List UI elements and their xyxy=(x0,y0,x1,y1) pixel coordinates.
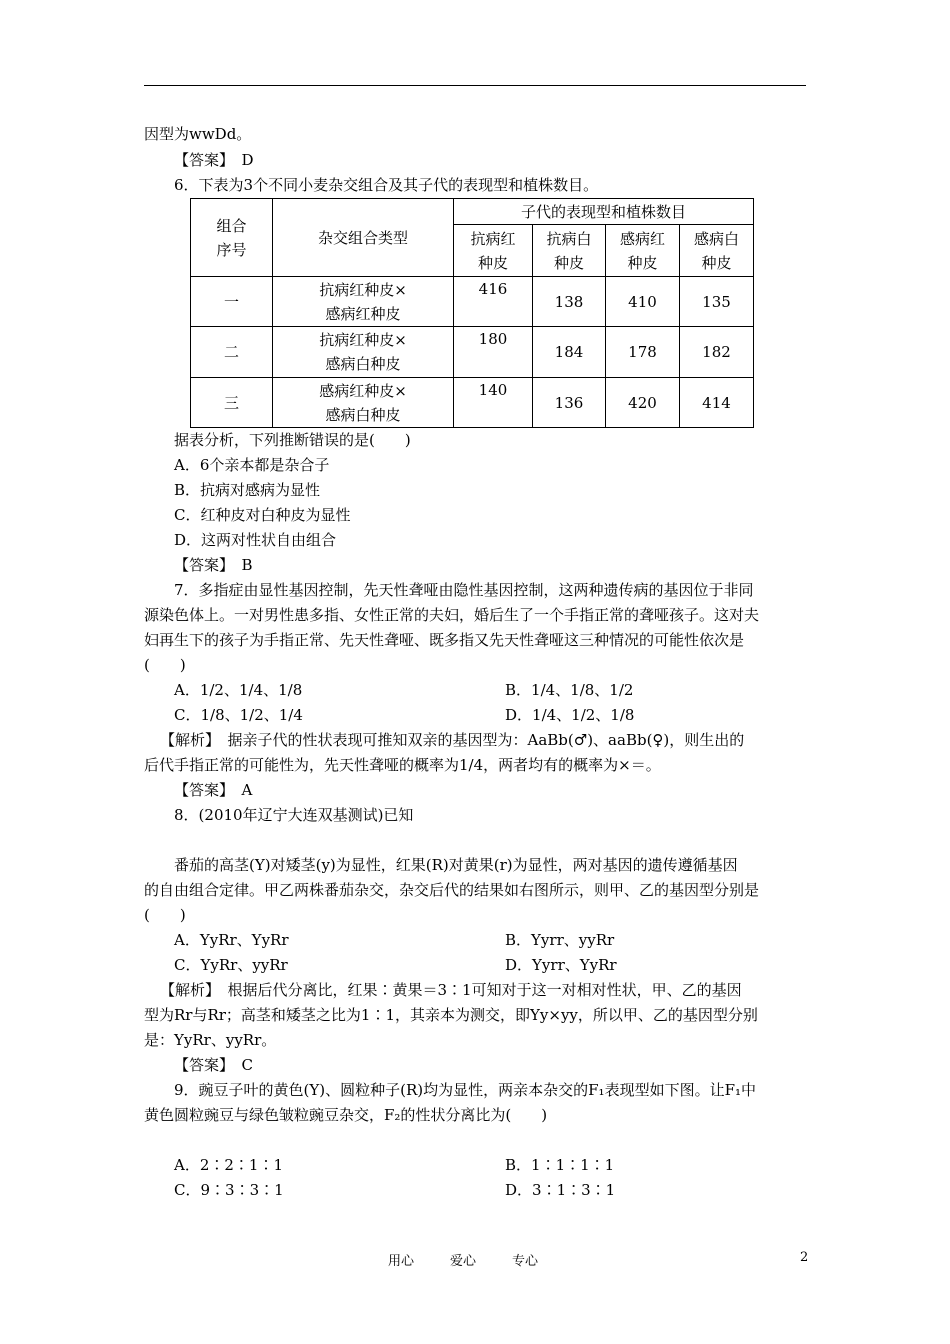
header-group: 组合 序号 xyxy=(191,199,273,277)
q6-stem: 6．下表为3个不同小麦杂交组合及其子代的表现型和植株数目。 xyxy=(174,176,599,194)
header-rule xyxy=(144,85,806,86)
option-b: B．抗病对感病为显性 xyxy=(174,481,321,499)
option-c: C．9∶3∶3∶1 xyxy=(174,1181,284,1199)
option-a: A．YyRr、YyRr xyxy=(174,931,289,949)
option-c: C．1/8、1/2、1/4 xyxy=(174,706,303,724)
row-id: 二 xyxy=(191,327,273,378)
header-col: 感病红 种皮 xyxy=(606,225,680,277)
footer-motto: 用心 爱心 专心 xyxy=(388,1254,539,1269)
option-c: C．YyRr、yyRr xyxy=(174,956,288,974)
q6-prompt: 据表分析，下列推断错误的是( ) xyxy=(174,431,411,449)
cell-value: 410 xyxy=(606,277,680,327)
option-a: A．1/2、1/4、1/8 xyxy=(174,681,303,699)
row-id: 一 xyxy=(191,277,273,327)
header-col: 抗病红 种皮 xyxy=(454,225,533,277)
table-row xyxy=(191,327,754,378)
table-row xyxy=(191,277,754,327)
header-cross-type: 杂交组合类型 xyxy=(273,199,454,277)
cell-value: 420 xyxy=(606,378,680,428)
cell-value: 140 xyxy=(454,378,533,428)
option-d: D．Yyrr、YyRr xyxy=(505,956,617,974)
q8-analysis: 是：YyRr、yyRr。 xyxy=(144,1031,277,1049)
q7-analysis: 后代手指正常的可能性为，先天性聋哑的概率为1/4，两者均有的概率为×＝。 xyxy=(144,756,661,774)
option-d: D．1/4、1/2、1/8 xyxy=(505,706,635,724)
q7-line: ( ) xyxy=(144,656,186,674)
q7-analysis: 【解析】 据亲子代的性状表现可推知双亲的基因型为：AaBb(♂)、aaBb(♀)，则生出的 xyxy=(160,731,745,749)
cell-value: 416 xyxy=(454,277,533,327)
page-number: 2 xyxy=(800,1250,809,1265)
cell-value: 414 xyxy=(680,378,754,428)
q7-answer: 【答案】 A xyxy=(174,781,253,799)
q8-analysis: 【解析】 根据后代分离比，红果∶黄果＝3∶1可知对于这一对相对性状，甲、乙的基因 xyxy=(160,981,742,999)
q7-line: 7．多指症由显性基因控制，先天性聋哑由隐性基因控制，这两种遗传病的基因位于非同 xyxy=(174,581,754,599)
option-b: B．1/4、1/8、1/2 xyxy=(505,681,634,699)
option-c: C．红种皮对白种皮为显性 xyxy=(174,506,351,524)
q8-line: ( ) xyxy=(144,906,186,924)
option-b: B．Yyrr、yyRr xyxy=(505,931,615,949)
option-a: A．6个亲本都是杂合子 xyxy=(174,456,330,474)
header-offspring: 子代的表现型和植株数目 xyxy=(454,199,754,225)
table-row xyxy=(191,378,754,428)
option-d: D．3∶1∶3∶1 xyxy=(505,1181,616,1199)
q6-table xyxy=(190,198,754,428)
row-cross: 抗病红种皮× 感病白种皮 xyxy=(273,327,454,378)
q8-analysis: 型为Rr与Rr；高茎和矮茎之比为1∶1，其亲本为测交，即Yy×yy，所以甲、乙的基因型分别 xyxy=(144,1006,758,1024)
row-cross: 感病红种皮× 感病白种皮 xyxy=(273,378,454,428)
cell-value: 180 xyxy=(454,327,533,378)
cell-value: 178 xyxy=(606,327,680,378)
q8-line: 番茄的高茎(Y)对矮茎(y)为显性，红果(R)对黄果(r)为显性，两对基因的遗传遵循基因 xyxy=(174,856,738,874)
header-col: 感病白 种皮 xyxy=(680,225,754,277)
q5-tail: 因型为wwDd。 xyxy=(144,125,252,143)
q5-answer: 【答案】 D xyxy=(174,151,254,169)
option-b: B．1∶1∶1∶1 xyxy=(505,1156,615,1174)
row-id: 三 xyxy=(191,378,273,428)
cell-value: 135 xyxy=(680,277,754,327)
q7-line: 妇再生下的孩子为手指正常、先天性聋哑、既多指又先天性聋哑这三种情况的可能性依次是 xyxy=(144,631,745,649)
option-d: D．这两对性状自由组合 xyxy=(174,531,337,549)
q9-line: 黄色圆粒豌豆与绿色皱粒豌豆杂交，F₂的性状分离比为( ) xyxy=(144,1106,548,1124)
cell-value: 184 xyxy=(533,327,606,378)
q7-line: 源染色体上。一对男性患多指、女性正常的夫妇，婚后生了一个手指正常的聋哑孩子。这对夫 xyxy=(144,606,760,624)
q9-line: 9．豌豆子叶的黄色(Y)、圆粒种子(R)均为显性，两亲本杂交的F₁表现型如下图。让F₁中 xyxy=(174,1081,756,1099)
option-a: A．2∶2∶1∶1 xyxy=(174,1156,284,1174)
cell-value: 136 xyxy=(533,378,606,428)
q6-answer: 【答案】 B xyxy=(174,556,253,574)
cell-value: 138 xyxy=(533,277,606,327)
cell-value: 182 xyxy=(680,327,754,378)
q8-head: 8．(2010年辽宁大连双基测试)已知 xyxy=(174,806,414,824)
q8-answer: 【答案】 C xyxy=(174,1056,253,1074)
header-col: 抗病白 种皮 xyxy=(533,225,606,277)
row-cross: 抗病红种皮× 感病红种皮 xyxy=(273,277,454,327)
q8-line: 的自由组合定律。甲乙两株番茄杂交，杂交后代的结果如右图所示，则甲、乙的基因型分别是 xyxy=(144,881,760,899)
